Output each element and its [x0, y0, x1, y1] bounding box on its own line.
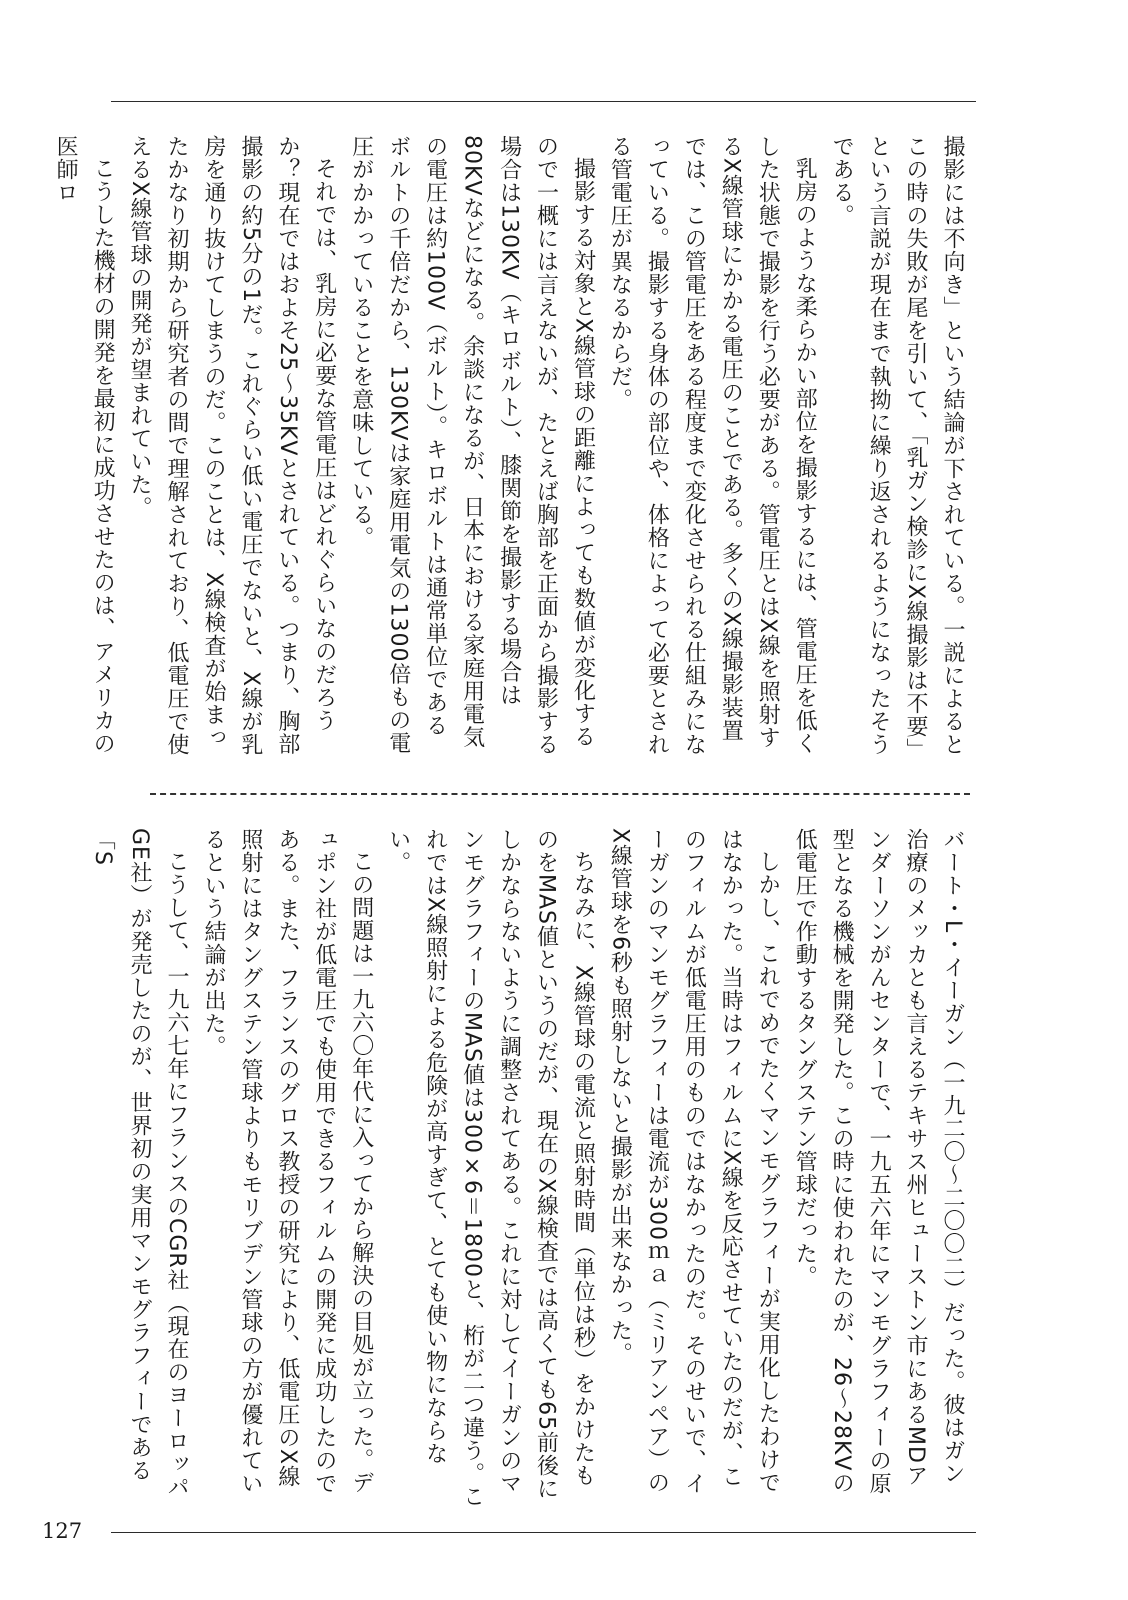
paragraph: 乳房のような柔らかい部位を撮影するには、管電圧を低くした状態で撮影を行う必要がある。管電圧とはX線を照射するX線管球にかかる電圧のことである。多くのX線撮影装置では、この管電圧をある程度まで変化させられる仕組みになっている。撮影する身体の部位や、体格によって必要とされる管電圧が異なるからだ。	[607, 135, 818, 756]
page-number: 127	[42, 1519, 83, 1543]
paragraph: この問題は一九六〇年代に入ってから解決の目処が立った。デュポン社が低電圧でも使用できるフィルムの開発に成功したのである。また、フランスのグロス教授の研究により、低電圧のX線照射にはタングステン管球よりもモリブデン管球の方が優れているという結論が出た。	[200, 828, 374, 1495]
paragraph: こうした機材の開発を最初に成功させたのは、アメリカの医師ロ	[53, 135, 116, 755]
bottom-rule	[111, 1532, 976, 1533]
upper-text-block	[53, 135, 970, 760]
paragraph: しかし、これでめでたくマンモグラフィーが実用化したわけではなかった。当時はフィルムにX線を反応させていたのだが、このフィルムが低電圧用のものではなかったのだ。そのせいで、イーガンのマンモグラフィーは電流が300ｍａ（ミリアンペア）のX線管球を6秒も照射しないと撮影が出来なかった。	[607, 828, 781, 1495]
lower-text-block	[90, 828, 970, 1508]
paragraph: バート・L・イーガン（一九二〇～二〇〇二）だった。彼はガン治療のメッカとも言えるテキサス州ヒューストン市にあるMDアンダーソンがんセンターで、一九五六年にマンモグラフィーの原型となる機械を開発した。この時に使われたのが、26～28KVの低電圧で作動するタングステン管球だった。	[792, 828, 965, 1495]
block-separator	[150, 793, 970, 795]
top-rule	[111, 101, 976, 102]
paragraph: ちなみに、X線管球の電流と照射時間（単位は秒）をかけたものをMAS値というのだが、現在のX線検査では高くても65前後にしかならないように調整されてある。これに対してイーガンのマンモグラフィーのMAS値は300×6＝1800と、桁が二つ違う。これではX線照射による危険が高すぎて、とても使い物にならない。	[385, 828, 596, 1508]
paragraph: 撮影する対象とX線管球の距離によっても数値が変化するので一概には言えないが、たとえば胸部を正面から撮影する場合は130KV（キロボルト）、膝関節を撮影する場合は80KVなどになる。余談になるが、日本における家庭用電気の電圧は約100V（ボルト）。キロボルトは通常単位であるボルトの千倍だから、130KVは家庭用電気の1300倍もの電圧がかかっていることを意味している。	[348, 135, 596, 756]
paragraph: 撮影には不向き」という結論が下されている。一説によるとこの時の失敗が尾を引いて、「乳ガン検診にX線撮影は不要」という言説が現在まで執拗に繰り返されるようになったそうである。	[829, 135, 965, 756]
paragraph: こうして、一九六七年にフランスのCGR社（現在のヨーロッパGE社）が発売したのが、世界初の実用マンモグラフィーである「S	[90, 828, 189, 1499]
paragraph: それでは、乳房に必要な管電圧はどれぐらいなのだろうか？現在ではおよそ25～35KVとされている。つまり、胸部撮影の約5分の1だ。これぐらい低い電圧でないと、X線が乳房を通り抜けてしまうのだ。このことは、X線検査が始まったかなり初期から研究者の間で理解されており、低電圧で使えるX線管球の開発が望まれていた。	[127, 135, 337, 757]
